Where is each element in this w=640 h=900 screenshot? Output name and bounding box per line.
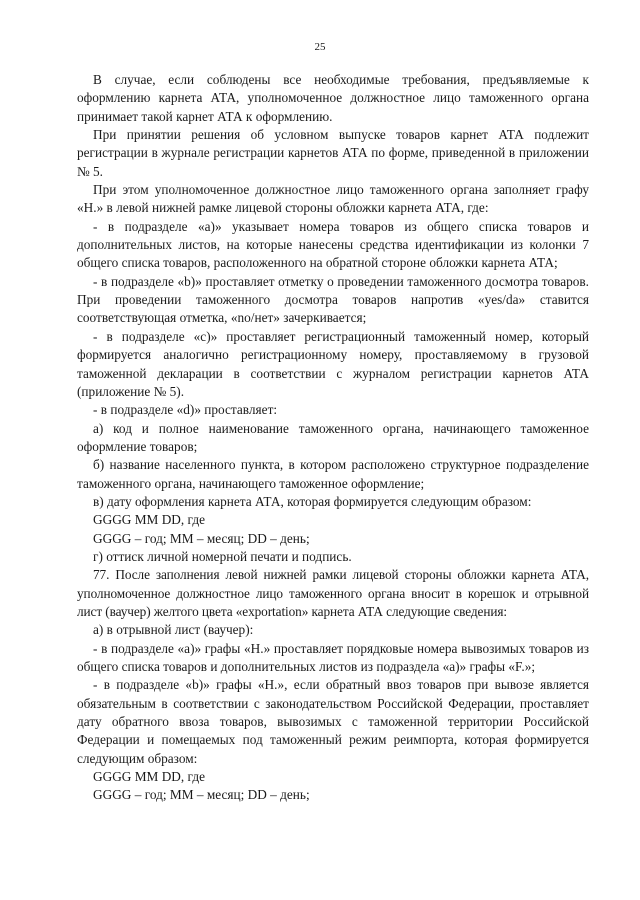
paragraph-voucher-subsection-b: - в подразделе «b)» графы «Н.», если обратный ввоз товаров при вывозе является обязательным в соответствии с законодательством Российской Федерации, проставляет дату обратного ввоза товаров, вывозимых с таможенной территории Российской Федерации и помещаемых под таможенный режим реимпорта, которая формируется следующим образом: — [77, 677, 589, 766]
paragraph-requirements-met: В случае, если соблюдены все необходимые требования, предъявляемые к оформлению карнета АТА, уполномоченное должностное лицо таможенного органа принимает такой карнет АТА к оформлению. — [77, 72, 589, 124]
paragraph-date-legend: GGGG – год; MM – месяц; DD – день; — [93, 530, 310, 546]
paragraph-item-a-code: а) код и полное наименование таможенного органа, начинающего таможенное оформление товаров; — [77, 420, 589, 454]
paragraph-date-format: GGGG MM DD, где — [93, 512, 206, 528]
paragraph-voucher-subsection-a: - в подразделе «а)» графы «Н.» проставляет порядковые номера вывозимых товаров из общего списка товаров и дополнительных листов из подраздела «а)» графы «F.»; — [77, 640, 589, 674]
paragraph-item-b-locality: б) название населенного пункта, в котором расположено структурное подразделение таможенного органа, начинающего таможенное оформление; — [77, 457, 589, 491]
paragraph-subsection-a: - в подразделе «а)» указывает номера товаров из общего списка товаров и дополнительных листов, на которые нанесены средства идентификации из колонки 7 общего списка товаров, расположенного на обратной стороне обложки карнета АТА; — [77, 218, 589, 271]
paragraph-subsection-c: - в подразделе «с)» проставляет регистрационный таможенный номер, который формируется аналогично регистрационному номеру, проставляемому в грузовой таможенной декларации в соответствии с журналом регистрации карнетов АТА (приложение № 5). — [77, 328, 589, 399]
paragraph-item-g-stamp: г) оттиск личной номерной печати и подпись. — [93, 548, 352, 564]
paragraph-registration-journal: При принятии решения об условном выпуске товаров карнет АТА подлежит регистрации в журнале регистрации карнетов АТА по форме, приведенной в приложении № 5. — [77, 127, 589, 179]
document-body — [77, 71, 589, 805]
paragraph-clause-77: 77. После заполнения левой нижней рамки лицевой стороны обложки карнета АТА, уполномоченное должностное лицо таможенного органа вносит в корешок и отрывной лист (ваучер) желтого цвета «exportation» карнета АТА следующие сведения: — [77, 567, 589, 619]
paragraph-subsection-d: - в подразделе «d)» проставляет: — [93, 402, 278, 418]
page-number: 25 — [314, 41, 326, 53]
paragraph-voucher: а) в отрывной лист (ваучер): — [93, 622, 254, 638]
paragraph-reimport-date-legend: GGGG – год; MM – месяц; DD – день; — [93, 787, 310, 803]
paragraph-reimport-date-format: GGGG MM DD, где — [93, 769, 206, 785]
paragraph-item-v-date: в) дату оформления карнета АТА, которая формируется следующим образом: — [93, 493, 532, 509]
paragraph-fill-field-h: При этом уполномоченное должностное лицо таможенного органа заполняет графу «Н.» в левой нижней рамке лицевой стороны обложки карнета АТА, где: — [77, 182, 589, 216]
paragraph-subsection-b: - в подразделе «b)» проставляет отметку о проведении таможенного досмотра товаров. При проведении таможенного досмотра товаров напротив «yes/da» ставится соответствующая отметка, «no/нет» зачеркивается; — [77, 273, 589, 326]
